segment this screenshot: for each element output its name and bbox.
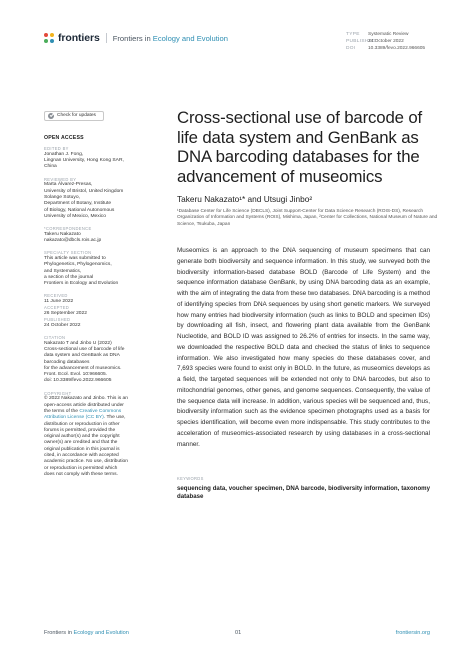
sidebar-section-text: 24 October 2022 bbox=[44, 322, 81, 328]
copyright-label: COPYRIGHT bbox=[44, 390, 72, 396]
sidebar-section bbox=[44, 293, 152, 305]
brand-divider bbox=[106, 33, 107, 43]
copyright-text-1: © 2022 Nakazato and Jinbo. This is an open-access article distributed under the terms of the bbox=[44, 396, 128, 414]
published-key: PUBLISHED bbox=[346, 39, 376, 45]
sidebar-section bbox=[44, 317, 152, 329]
copyright-section bbox=[44, 391, 152, 478]
journal-prefix: Frontiers in bbox=[112, 33, 153, 43]
keywords-label: KEYWORDS bbox=[177, 476, 204, 481]
sidebar-section bbox=[44, 335, 152, 385]
abstract: Museomics is an approach to the DNA sequencing of museum specimens that can generate both biodiversity and sequence information. In this study, we surveyed both the biodiversity information-based database BOLD (Barcode of Life System) and the sequence information database GenBank, by using DNA barcoding data as an example, with the aim of integrating the data from these two databases. DNA barcoding is a method of identifying species from DNA sequences by using short genetic markers. We surveyed how many entries had biodiversity information (such as links to BOLD and specimen IDs) by downloading all fish, insect, and flowering plant data available from the GenBank Nucleotide, and BOLD ID was assigned to 26.2% of entries for insects. In the same way, we downloaded the respective BOLD data and checked the status of links to sequence information. We also investigated how many species do these databases cover, and 7,693 species were found to exist only in BOLD. In the future, as museomics develops as a field, the targeted sequences will be extended not only to DNA barcodes, but also to mitochondrial genomes, other genes, and genome sequences. Consequently, the value of the sequence data will increase. In addition, various species will be sequenced and, thus, biodiversity information such as the evidence specimen photographs used as a basis for species identification, will become even more indispensable. This study contributes to the acceleration of museomics-associated research by using databases in a cross-sectional manner. bbox=[177, 247, 430, 448]
sidebar-section-text: This article was submitted to Phylogenetics, Phylogenomics, and Systematics, a section of the journal Frontiers in Ecology and Evolution bbox=[44, 255, 119, 287]
license-link[interactable]: Creative Commons Attribution License (CC BY) bbox=[44, 408, 122, 421]
sidebar-section-label: ACCEPTED bbox=[44, 305, 70, 311]
sidebar-section bbox=[44, 226, 152, 244]
sidebar-section-label: SPECIALTY SECTION bbox=[44, 250, 92, 256]
sidebar-section-text: 11 June 2022 bbox=[44, 299, 74, 305]
article-sidebar bbox=[44, 111, 152, 484]
page-number: 01 bbox=[235, 630, 242, 636]
sidebar-sections bbox=[44, 146, 152, 384]
sidebar-section bbox=[44, 250, 152, 287]
footer-journal bbox=[44, 630, 129, 636]
sidebar-section-label: EDITED BY bbox=[44, 146, 69, 152]
sidebar-section-label: PUBLISHED bbox=[44, 317, 71, 323]
copyright-text bbox=[44, 396, 152, 478]
sidebar-section bbox=[44, 146, 152, 170]
doi-value[interactable]: 10.3389/fevo.2022.966605 bbox=[368, 46, 426, 52]
sidebar-section-text: Nakazato T and Jinbo U (2022) Cross-sectional use of barcode of life data system and GenBank as DNA barcoding databases for the advancement of museomics. Front. Ecol. Evol. 10:966605. doi: 10.3389/fevo.2022.966605 bbox=[44, 340, 125, 384]
sidebar-section-text: Jonathan J. Fong, Lingnan University, Hong Kong SAR, China bbox=[44, 151, 124, 170]
type-value: Systematic Review bbox=[368, 32, 409, 37]
sidebar-section-text: Marta Álvarez-Presas, University of Bristol, United Kingdom Solange Sotuyo, Department of Botany, Institute of Biology, National Autonomous University of Mexico, Mexico bbox=[44, 182, 124, 219]
article-title: Cross-sectional use of barcode of life data system and GenBank as DNA barcoding databases for the advancement of museomics bbox=[177, 108, 423, 186]
type-key: TYPE bbox=[346, 32, 360, 37]
article-authors: Takeru Nakazato¹* and Utsugi Jinbo² bbox=[177, 194, 313, 204]
brand-name: frontiers bbox=[58, 32, 100, 44]
sidebar-section-text: Takeru Nakazato nakazato@dbcls.rois.ac.jp bbox=[44, 231, 102, 244]
footer-journal-prefix: Frontiers in bbox=[44, 630, 74, 636]
footer-journal-name: Ecology and Evolution bbox=[73, 630, 129, 636]
sidebar-section bbox=[44, 305, 152, 317]
check-updates-button[interactable] bbox=[44, 111, 104, 121]
author-affiliations: ¹Database Center for Life Science (DBCLS), Joint Support-Center for Data Science Research (ROIS-DS), Research Organization of Information and Systems (ROIS), Mishima, Japan, ²Center for Collections, National Museum of Nature and Science, Tsukuba, Japan bbox=[177, 209, 438, 227]
sidebar-section-label: *CORRESPONDENCE bbox=[44, 226, 92, 232]
sidebar-section-text: 26 September 2022 bbox=[44, 310, 87, 316]
copyright-text-2: . The use, distribution or reproduction in other forums is permitted, provided the original author(s) and the copyright owner(s) are credited and that the original publication in this journal is cited, in accordance with accepted academic practice. No use, distribution or reproduction is permitted which does not comply with these terms. bbox=[44, 415, 128, 477]
check-icon bbox=[48, 113, 54, 119]
journal-title: Ecology and Evolution bbox=[152, 33, 228, 43]
frontiers-logo-icon bbox=[44, 33, 55, 44]
check-updates-label: Check for updates bbox=[57, 112, 96, 118]
footer-site-link[interactable]: frontiersin.org bbox=[395, 630, 430, 636]
sidebar-section bbox=[44, 177, 152, 220]
article-meta bbox=[346, 31, 425, 53]
journal-name bbox=[113, 34, 228, 43]
sidebar-section-label: REVIEWED BY bbox=[44, 176, 77, 182]
sidebar-section-label: RECEIVED bbox=[44, 293, 68, 299]
sidebar-section-label: CITATION bbox=[44, 335, 66, 341]
journal-brand[interactable] bbox=[44, 32, 228, 44]
page-footer bbox=[44, 630, 430, 640]
keywords: sequencing data, voucher specimen, DNA barcode, biodiversity information, taxonomy database bbox=[177, 485, 430, 501]
doi-key: DOI bbox=[346, 46, 356, 52]
open-access-label: OPEN ACCESS bbox=[44, 135, 84, 141]
published-value: 24 October 2022 bbox=[368, 39, 404, 45]
